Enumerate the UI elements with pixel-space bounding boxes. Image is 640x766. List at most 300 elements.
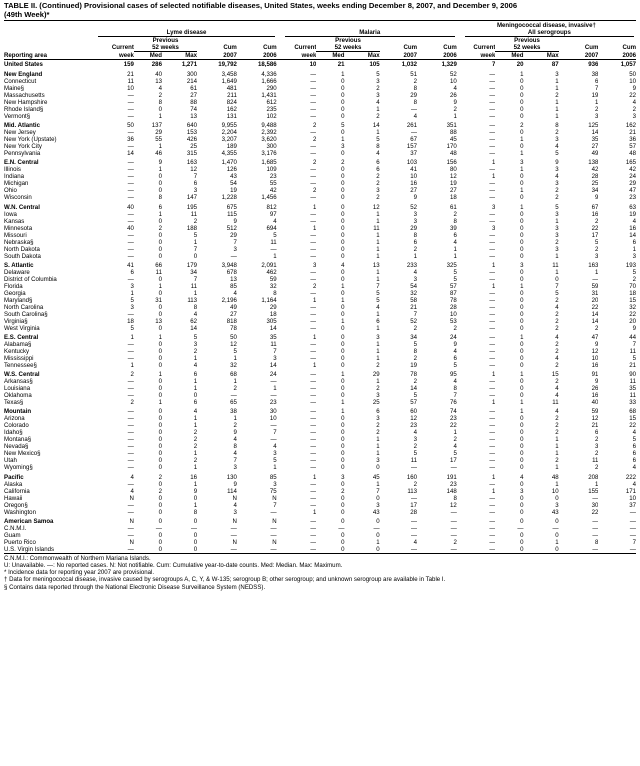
mening-cum-2007-cell: 12 — [591, 347, 599, 355]
malaria-previous-med-cell: 0 — [341, 340, 345, 348]
lyme-previous-max-cell: 6 — [193, 371, 198, 379]
mening-current-week-cell: — — [489, 310, 496, 318]
malaria-cum-2007-cell: — — [380, 546, 417, 554]
mening-current-week-cell: — — [489, 422, 496, 430]
lyme-cum-2007-cell: — — [230, 252, 237, 260]
lyme-current-week-cell: — — [127, 443, 134, 451]
lyme-previous-max-cell: 1 — [193, 289, 198, 297]
lyme-previous-med-cell: 0 — [158, 217, 162, 225]
mening-previous-med-cell: 3 — [520, 487, 524, 495]
mening-cum-2006-cell: 47 — [629, 187, 636, 195]
malaria-current-week-cell: — — [310, 494, 317, 502]
table-row — [4, 304, 636, 311]
mening-cum-2007-cell: 28 — [591, 173, 599, 181]
lyme-previous-med-cell: 0 — [158, 422, 162, 430]
mening-cum-2007-cell: 8 — [595, 538, 599, 546]
lyme-current-week-cell: 14 — [127, 150, 134, 158]
mening-cum-2006-cell: — — [629, 531, 636, 539]
reporting-area-cell: Oklahoma — [4, 392, 32, 400]
malaria-cum-2006-cell: 325 — [446, 261, 457, 269]
lyme-current-week-cell: — — [127, 252, 134, 260]
malaria-current-week-cell: — — [310, 378, 317, 386]
malaria-cum-2007-cell: 23 — [410, 422, 418, 430]
mening-previous-med-cell: 0 — [520, 317, 524, 325]
lyme-previous-med-cell: 0 — [158, 173, 162, 181]
mening-previous-med-cell: 0 — [520, 494, 524, 502]
mening-cum-2007-cell: 3 — [595, 113, 599, 120]
lyme-previous-max-cell: 3 — [193, 187, 198, 195]
lyme-cum-2007-cell: 114 — [227, 487, 237, 495]
lyme-previous-med-cell: 0 — [158, 480, 162, 488]
malaria-cum-2006-cell: 78 — [450, 296, 457, 304]
lyme-previous-max-cell: 147 — [186, 194, 198, 202]
malaria-current-week-cell: 1 — [313, 333, 317, 341]
lyme-cum-2007-cell: 29 — [230, 231, 237, 239]
lyme-cum-2007-cell: 2 — [233, 385, 237, 393]
col-current-lyme: Current — [111, 44, 134, 52]
col-2007-lyme: 2007 — [223, 51, 237, 59]
mening-previous-med-cell: 1 — [520, 166, 524, 174]
mening-previous-med-cell: 1 — [520, 203, 524, 211]
table-row — [4, 106, 636, 113]
mening-previous-med-cell: 0 — [520, 385, 524, 393]
lyme-current-week-cell: 10 — [127, 85, 134, 92]
malaria-cum-2006-cell: 5 — [453, 450, 457, 458]
mening-previous-med-cell: 1 — [520, 333, 524, 341]
malaria-previous-max-cell: 6 — [376, 317, 380, 325]
previous-label-lyme: Previous — [152, 36, 179, 44]
malaria-cum-2006-cell: — — [450, 524, 457, 532]
mening-previous-max-cell: 3 — [555, 231, 559, 239]
mening-previous-max-cell: 2 — [555, 340, 559, 348]
malaria-cum-2006-cell: 95 — [450, 371, 457, 379]
table-row — [4, 225, 636, 232]
malaria-current-week-cell: — — [310, 275, 317, 283]
malaria-previous-med-cell: 0 — [341, 180, 345, 188]
malaria-current-week-cell: 3 — [313, 261, 317, 269]
lyme-cum-2007-cell: 68 — [230, 371, 237, 379]
reporting-area-cell: Alaska — [4, 480, 23, 488]
lyme-previous-max-cell: 61 — [190, 85, 198, 92]
lyme-previous-max-cell: 640 — [186, 122, 198, 130]
malaria-current-week-cell: 1 — [313, 361, 317, 369]
mening-previous-max-cell: 2 — [555, 129, 559, 137]
lyme-cum-2007-cell: 3 — [233, 508, 237, 516]
lyme-current-week-cell: — — [127, 180, 134, 188]
malaria-previous-med-cell: 0 — [341, 210, 345, 218]
malaria-previous-max-cell: 29 — [372, 371, 380, 379]
malaria-previous-max-cell: 1 — [376, 106, 380, 113]
table-row-region — [4, 332, 636, 341]
mening-previous-max-cell: 0 — [555, 517, 559, 525]
mening-cum-2007-cell: — — [592, 524, 599, 532]
mening-cum-2007-cell: 208 — [588, 473, 599, 481]
malaria-cum-2006-cell: 1 — [453, 429, 457, 437]
mening-previous-med-cell: 0 — [520, 92, 524, 99]
malaria-cum-2007-cell: 157 — [406, 143, 418, 151]
mening-current-week-cell: — — [489, 289, 496, 297]
lyme-previous-max-cell: 1 — [193, 464, 198, 472]
lyme-cum-2006-cell: — — [270, 422, 277, 430]
lyme-current-week-cell: — — [127, 340, 134, 348]
lyme-previous-med-cell: 0 — [158, 494, 162, 502]
mening-cum-2006-cell: 222 — [625, 473, 636, 481]
reporting-area-cell: Rhode Island§ — [4, 106, 44, 113]
reporting-area-cell: Virginia§ — [4, 317, 28, 325]
mening-current-week-cell: — — [489, 324, 496, 332]
lyme-cum-2007-cell: 512 — [226, 224, 237, 232]
col-cum-lyme-2006: Cum — [263, 44, 277, 52]
mening-current-week-cell: — — [489, 71, 496, 78]
reporting-area-cell: South Dakota — [4, 252, 41, 260]
mening-cum-2007-cell: 1 — [595, 268, 599, 276]
mening-previous-max-cell: 1 — [555, 538, 559, 546]
lyme-previous-med-cell: 0 — [158, 531, 162, 539]
mening-previous-med-cell: 1 — [520, 408, 524, 416]
mening-previous-max-cell: 3 — [555, 501, 559, 509]
mening-cum-2007-cell: 59 — [591, 282, 599, 290]
mening-current-week-cell: — — [489, 443, 496, 451]
malaria-cum-2007-cell: 3 — [413, 275, 418, 283]
malaria-previous-max-cell: 2 — [376, 385, 380, 393]
lyme-cum-2007-cell: 13 — [230, 275, 237, 283]
lyme-cum-2006-cell: 1,456 — [261, 194, 277, 202]
malaria-current-week-cell: — — [310, 194, 317, 202]
mening-cum-2006-cell: 57 — [629, 143, 636, 151]
malaria-cum-2007-cell: 67 — [410, 136, 418, 144]
lyme-previous-max-cell: 0 — [162, 546, 197, 554]
malaria-cum-2006-cell: 2 — [453, 324, 457, 332]
malaria-current-week-cell: 2 — [313, 159, 317, 167]
malaria-previous-max-cell: — — [373, 524, 380, 532]
mening-previous-max-cell: 4 — [555, 173, 559, 181]
malaria-current-week-cell: — — [310, 238, 317, 246]
malaria-current-week-cell: — — [310, 480, 317, 488]
malaria-cum-2006-cell: — — [417, 546, 457, 554]
lyme-previous-max-cell: 0 — [193, 252, 198, 260]
lyme-cum-2006-cell: 1,164 — [261, 296, 277, 304]
lyme-cum-2006-cell: — — [270, 378, 277, 386]
mening-current-week-cell: — — [489, 480, 496, 488]
malaria-previous-med-cell: 2 — [341, 159, 345, 167]
reporting-area-cell: U.S. Virgin Islands — [4, 546, 96, 554]
mening-previous-max-cell: 1 — [555, 99, 559, 106]
malaria-current-week-cell: — — [310, 173, 317, 181]
malaria-previous-max-cell: 6 — [376, 166, 380, 174]
mening-cum-2007-cell: 22 — [591, 303, 599, 311]
lyme-previous-max-cell: 11 — [190, 282, 198, 290]
mening-cum-2006-cell: 24 — [629, 173, 636, 181]
lyme-current-week-cell: — — [127, 531, 134, 539]
malaria-cum-2007-cell: 51 — [410, 71, 418, 78]
lyme-previous-max-cell: 16 — [190, 473, 198, 481]
lyme-previous-max-cell: 14 — [190, 324, 198, 332]
mening-previous-med-cell: 0 — [520, 324, 524, 332]
lyme-cum-2007-cell: 8 — [233, 443, 237, 451]
mening-cum-2006-cell: 2 — [632, 275, 636, 283]
mening-cum-2007-cell: — — [592, 275, 599, 283]
malaria-previous-max-cell: 4 — [376, 303, 380, 311]
lyme-cum-2006-cell: N — [272, 517, 277, 525]
report-page — [4, 1, 636, 591]
lyme-current-week-cell: 40 — [127, 224, 134, 232]
malaria-current-week-cell: — — [310, 166, 317, 174]
malaria-cum-2007-cell: 103 — [406, 159, 418, 167]
malaria-cum-2007-cell: 233 — [406, 261, 418, 269]
malaria-cum-2007-cell: 1 — [413, 252, 418, 260]
malaria-cum-2007-cell: 58 — [410, 296, 418, 304]
lyme-cum-2007-cell: 50 — [230, 333, 237, 341]
malaria-cum-2006-cell: 5 — [453, 268, 457, 276]
mening-current-week-cell: — — [489, 378, 496, 386]
malaria-cum-2007-cell: — — [410, 464, 418, 472]
mening-current-week-cell: — — [489, 501, 496, 509]
lyme-current-week-cell: — — [127, 113, 134, 120]
mening-current-week-cell: — — [489, 85, 496, 92]
mening-previous-max-cell: 1 — [555, 443, 559, 451]
malaria-previous-max-cell: 4 — [376, 150, 380, 158]
lyme-cum-2007-cell: 19,792 — [218, 60, 237, 68]
lyme-current-week-cell: 21 — [127, 71, 134, 78]
mening-previous-med-cell: 0 — [520, 508, 524, 516]
mening-cum-2007-cell: 42 — [591, 166, 599, 174]
malaria-cum-2006-cell: 87 — [450, 289, 457, 297]
lyme-cum-2006-cell: 8 — [273, 289, 277, 297]
lyme-current-week-cell: 6 — [130, 268, 134, 276]
mening-previous-max-cell: 3 — [555, 180, 559, 188]
lyme-previous-max-cell: 2 — [193, 443, 198, 451]
reporting-area-cell: Louisiana — [4, 385, 31, 393]
lyme-current-week-cell: — — [127, 238, 134, 246]
malaria-cum-2007-cell: 2 — [413, 354, 418, 362]
malaria-previous-max-cell: 3 — [376, 392, 380, 400]
mening-cum-2007-cell: 17 — [591, 231, 599, 239]
malaria-previous-max-cell: 1 — [376, 480, 380, 488]
lyme-cum-2006-cell: 2,091 — [261, 261, 277, 269]
malaria-cum-2007-cell: 21 — [410, 303, 418, 311]
mening-cum-2007-cell: — — [559, 546, 599, 554]
lyme-current-week-cell: — — [127, 217, 134, 225]
mening-previous-med-cell: 0 — [520, 238, 524, 246]
lyme-previous-max-cell: 2 — [193, 347, 198, 355]
malaria-cum-2006-cell: 170 — [446, 143, 457, 151]
lyme-previous-med-cell: 11 — [155, 268, 162, 276]
lyme-cum-2007-cell: 1 — [233, 354, 237, 362]
mening-cum-2006-cell: 63 — [629, 203, 636, 211]
mening-cum-2006-cell: 5 — [632, 436, 636, 444]
table-row — [4, 378, 636, 385]
malaria-cum-2006-cell: — — [450, 517, 457, 525]
malaria-cum-2007-cell: 10 — [410, 173, 418, 181]
lyme-current-week-cell: — — [127, 408, 134, 416]
reporting-area-cell: Arkansas§ — [4, 378, 33, 386]
lyme-cum-2006-cell: 3,176 — [261, 150, 277, 158]
malaria-cum-2006-cell: 76 — [450, 399, 457, 407]
mening-previous-max-cell: 87 — [551, 60, 559, 68]
mening-cum-2007-cell: 2 — [595, 450, 599, 458]
lyme-cum-2006-cell: 10 — [269, 415, 277, 423]
malaria-previous-med-cell: 0 — [341, 303, 345, 311]
mening-previous-med-cell: 3 — [520, 261, 524, 269]
previous-label-malaria: Previous — [335, 36, 361, 44]
lyme-previous-med-cell: 0 — [158, 106, 162, 113]
mening-current-week-cell: — — [489, 122, 496, 130]
mening-cum-2006-cell: 6 — [632, 238, 636, 246]
lyme-current-week-cell: 4 — [130, 473, 134, 481]
malaria-cum-2007-cell: 160 — [406, 473, 418, 481]
malaria-cum-2007-cell: 78 — [410, 371, 418, 379]
malaria-current-week-cell: — — [310, 231, 317, 239]
lyme-previous-max-cell: 7 — [193, 275, 198, 283]
mening-previous-max-cell: 4 — [555, 354, 559, 362]
mening-previous-med-cell: 0 — [520, 392, 524, 400]
lyme-previous-max-cell: 179 — [186, 261, 198, 269]
malaria-previous-max-cell: 2 — [376, 429, 380, 437]
reporting-area-cell: Idaho§ — [4, 429, 23, 437]
mening-cum-2007-cell: 21 — [591, 422, 599, 430]
mening-previous-med-cell: 1 — [520, 371, 524, 379]
mening-cum-2006-cell: 4 — [632, 217, 636, 225]
malaria-previous-max-cell: 5 — [376, 289, 380, 297]
malaria-cum-2006-cell: 12 — [450, 501, 457, 509]
mening-cum-2007-cell: 2 — [595, 324, 599, 332]
lyme-previous-med-cell: 0 — [158, 340, 162, 348]
mening-current-week-cell: — — [489, 429, 496, 437]
reporting-area-cell: Maryland§ — [4, 296, 33, 304]
lyme-previous-med-cell: 0 — [158, 231, 162, 239]
malaria-cum-2007-cell: 5 — [413, 450, 418, 458]
lyme-previous-max-cell: 8 — [193, 303, 198, 311]
footnotes — [4, 555, 636, 591]
lyme-previous-med-cell: 0 — [158, 324, 162, 332]
malaria-cum-2006-cell: 52 — [450, 71, 457, 78]
mening-previous-med-cell: 0 — [520, 310, 524, 318]
mening-cum-2007-cell: 1 — [595, 480, 599, 488]
malaria-previous-med-cell: 0 — [341, 494, 345, 502]
mening-previous-max-cell: 1 — [555, 217, 559, 225]
reporting-area-cell: Washington — [4, 508, 36, 516]
malaria-current-week-cell: — — [310, 457, 317, 465]
lyme-cum-2006-cell: 29 — [269, 303, 277, 311]
malaria-previous-max-cell: 1 — [376, 354, 380, 362]
reporting-area-cell: Pennsylvania — [4, 150, 41, 158]
malaria-cum-2006-cell: 2 — [453, 210, 457, 218]
mening-cum-2006-cell: 1,057 — [620, 60, 636, 68]
table-row — [4, 218, 636, 225]
malaria-previous-med-cell: 0 — [341, 517, 345, 525]
malaria-cum-2007-cell: — — [410, 106, 418, 113]
lyme-previous-max-cell: 9 — [193, 487, 198, 495]
reporting-area-cell: E.N. Central — [4, 159, 39, 167]
malaria-previous-med-cell: 0 — [341, 166, 345, 174]
malaria-previous-med-cell: 1 — [341, 296, 345, 304]
malaria-previous-med-cell: 0 — [341, 347, 345, 355]
malaria-previous-med-cell: 2 — [341, 487, 345, 495]
malaria-cum-2007-cell: 19 — [410, 361, 418, 369]
lyme-cum-2007-cell: N — [232, 494, 237, 502]
malaria-previous-med-cell: 5 — [341, 122, 345, 130]
malaria-current-week-cell: — — [310, 436, 317, 444]
lyme-cum-2006-cell: 5 — [273, 457, 277, 465]
table-row — [4, 355, 636, 362]
mening-cum-2007-cell: — — [592, 517, 599, 525]
table-row — [4, 85, 636, 92]
mening-current-week-cell: — — [489, 303, 496, 311]
lyme-previous-max-cell: 7 — [193, 173, 198, 181]
lyme-previous-med-cell: 13 — [155, 317, 162, 325]
table-row — [4, 457, 636, 464]
reporting-area-cell: Wyoming§ — [4, 464, 33, 472]
lyme-previous-max-cell: 188 — [186, 224, 198, 232]
lyme-previous-med-cell: 0 — [158, 275, 162, 283]
col-week-mening: week — [480, 51, 496, 59]
lyme-cum-2006-cell: 75 — [269, 487, 277, 495]
lyme-cum-2007-cell: 818 — [226, 317, 237, 325]
lyme-previous-max-cell: 1 — [193, 501, 198, 509]
mening-cum-2006-cell: 10 — [629, 494, 636, 502]
reporting-area-cell: North Carolina — [4, 303, 44, 311]
mening-previous-max-cell: 2 — [555, 194, 559, 202]
mening-previous-max-cell: 1 — [555, 252, 559, 260]
mening-cum-2006-cell: 50 — [629, 71, 636, 78]
lyme-previous-max-cell: 11 — [190, 210, 198, 218]
malaria-current-week-cell: — — [310, 252, 317, 260]
mening-cum-2006-cell: 6 — [632, 457, 636, 465]
malaria-previous-med-cell: 0 — [341, 480, 345, 488]
malaria-previous-max-cell: 1 — [376, 275, 380, 283]
mening-previous-max-cell: 9 — [555, 159, 559, 167]
malaria-previous-med-cell: 0 — [341, 238, 345, 246]
malaria-previous-max-cell: 13 — [372, 261, 380, 269]
col-cum-mening-2007: Cum — [584, 44, 599, 52]
malaria-previous-max-cell: 0 — [345, 546, 380, 554]
malaria-current-week-cell: — — [310, 289, 317, 297]
mening-previous-max-cell: 1 — [555, 113, 559, 120]
malaria-cum-2007-cell: 2 — [413, 245, 418, 253]
lyme-previous-med-cell: 46 — [155, 150, 162, 158]
malaria-cum-2007-cell: 32 — [410, 289, 418, 297]
table-row — [4, 113, 636, 120]
malaria-current-week-cell: 1 — [313, 296, 317, 304]
col-52weeks-mening: 52 weeks — [495, 44, 558, 52]
malaria-cum-2007-cell: 8 — [413, 99, 418, 106]
malaria-cum-2007-cell: — — [410, 129, 418, 137]
malaria-cum-2006-cell: 6 — [453, 354, 457, 362]
col-med-malaria: Med — [332, 51, 345, 59]
col-52weeks-malaria: 52 weeks — [316, 44, 379, 52]
mening-previous-max-cell: 2 — [555, 457, 559, 465]
mening-previous-max-cell: 11 — [552, 261, 559, 269]
malaria-previous-max-cell: 25 — [372, 399, 380, 407]
mening-current-week-cell: 1 — [492, 282, 496, 290]
mening-current-week-cell: — — [457, 546, 496, 554]
lyme-current-week-cell: — — [127, 378, 134, 386]
table-row — [4, 385, 636, 392]
malaria-current-week-cell: — — [310, 371, 317, 379]
malaria-current-week-cell: — — [310, 450, 317, 458]
mening-cum-2007-cell: 163 — [588, 261, 599, 269]
lyme-cum-2006-cell: 300 — [266, 143, 277, 151]
col-med-mening: Med — [511, 51, 524, 59]
mening-cum-2006-cell: 36 — [629, 136, 636, 144]
malaria-cum-2006-cell: 23 — [450, 415, 457, 423]
table-row — [4, 239, 636, 246]
mening-previous-med-cell: 0 — [520, 289, 524, 297]
malaria-cum-2006-cell: 191 — [446, 473, 457, 481]
malaria-previous-max-cell: 0 — [376, 494, 380, 502]
malaria-cum-2007-cell: 52 — [410, 203, 418, 211]
table-row — [4, 415, 636, 422]
